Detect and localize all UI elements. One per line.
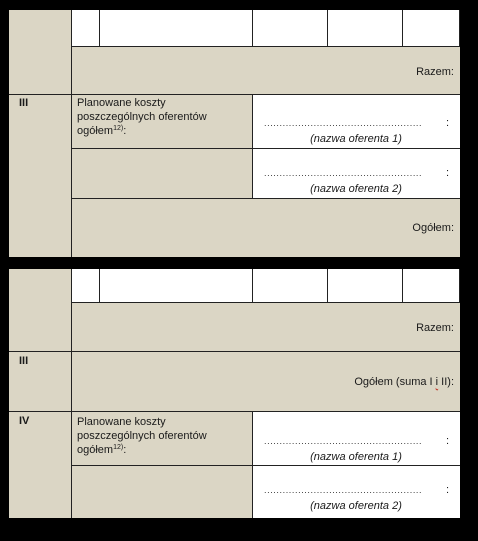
planned-costs-label-bottom: Planowane koszty poszczególnych oferentów ogółem$^{12)}$: xyxy=(77,416,207,456)
offeror-2-dots-top: ................................................... xyxy=(264,168,423,178)
row4-number-cell xyxy=(9,412,71,518)
offeror-1-name-top: (nazwa oferenta 1) xyxy=(310,133,402,145)
left-column-top xyxy=(9,10,71,94)
row-number-iii-bottom: III xyxy=(19,355,29,367)
total-label-top: Ogółem: xyxy=(412,222,454,234)
total-sum-label: Ogółem (suma I i II): xyxy=(354,376,454,388)
offeror-1-colon-top: : xyxy=(446,117,450,129)
razem-label-bottom: Razem: xyxy=(416,322,454,334)
row-number-iii-top: III xyxy=(19,97,29,109)
offeror-2-name-top: (nazwa oferenta 2) xyxy=(310,183,402,195)
offeror-1-dots-bottom: ................................................... xyxy=(264,436,423,446)
offeror-1-dots-top: ................................................... xyxy=(264,118,423,128)
row-number-iv: IV xyxy=(19,415,30,427)
row3-number-cell xyxy=(9,95,71,257)
razem-label-top: Razem: xyxy=(416,66,454,78)
offeror-2-dots-bottom: ................................................... xyxy=(264,485,423,495)
total-row-top xyxy=(72,199,460,257)
left-column-bottom xyxy=(9,269,71,351)
offeror-2-colon-bottom: : xyxy=(446,484,450,496)
offeror-1-colon-bottom: : xyxy=(446,435,450,447)
cost-table-bottom xyxy=(9,269,460,518)
offeror-2-colon-top: : xyxy=(446,167,450,179)
cost-table-top xyxy=(9,10,460,257)
razem-row-bottom xyxy=(72,302,460,351)
planned-costs-label-top: Planowane koszty poszczególnych oferentów ogółem$^{12)}$: xyxy=(77,97,207,137)
offeror-1-name-bottom: (nazwa oferenta 1) xyxy=(310,451,402,463)
razem-row-top xyxy=(72,46,460,94)
offeror-2-name-bottom: (nazwa oferenta 2) xyxy=(310,500,402,512)
